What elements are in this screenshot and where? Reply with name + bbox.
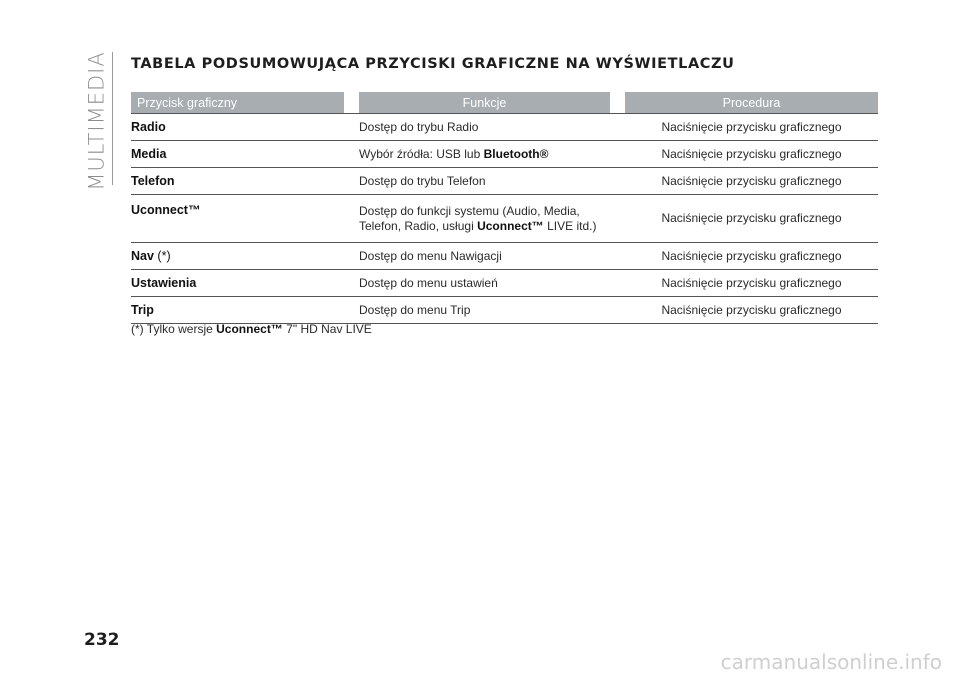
- table-row: [131, 195, 878, 243]
- row-gap: [344, 168, 359, 195]
- watermark: carmanualsonline.info: [720, 650, 942, 674]
- row-procedure: Naciśnięcie przycisku graficznego: [625, 113, 878, 141]
- row-function-line1: Dostęp do funkcji systemu (Audio, Media,: [359, 203, 580, 218]
- row-gap: [610, 297, 625, 324]
- row-gap: [610, 195, 625, 243]
- row-procedure: Naciśnięcie przycisku graficznego: [625, 195, 878, 243]
- row-function-line2-bold: Uconnect™: [477, 218, 544, 233]
- row-gap: [344, 297, 359, 324]
- table-row: [131, 243, 878, 270]
- row-gap: [610, 270, 625, 297]
- column-header-functions: Funkcje: [359, 92, 610, 113]
- row-function: Dostęp do menu Nawigacji: [359, 243, 610, 270]
- side-divider: [112, 52, 113, 185]
- page-number: 232: [84, 630, 120, 650]
- header-gap: [610, 92, 625, 113]
- footnote-bold: Uconnect™: [216, 322, 283, 336]
- table-row: [131, 270, 878, 297]
- row-function: [359, 141, 610, 168]
- footnote-post: 7" HD Nav LIVE: [286, 322, 372, 336]
- header-gap: [344, 92, 359, 113]
- row-button-label: Nav: [131, 248, 154, 263]
- row-button-name: Trip: [131, 297, 344, 324]
- row-procedure: Naciśnięcie przycisku graficznego: [625, 141, 878, 168]
- row-gap: [610, 141, 625, 168]
- summary-table: [131, 92, 878, 324]
- row-gap: [344, 270, 359, 297]
- row-button-name: Radio: [131, 113, 344, 141]
- row-button-name: Telefon: [131, 168, 344, 195]
- table-row: [131, 141, 878, 168]
- row-procedure: Naciśnięcie przycisku graficznego: [625, 270, 878, 297]
- row-gap: [610, 243, 625, 270]
- section-side-label: [84, 51, 110, 191]
- row-function-line2-post: LIVE itd.): [547, 218, 597, 233]
- column-header-procedure: Procedura: [625, 92, 878, 113]
- row-function: Dostęp do menu ustawień: [359, 270, 610, 297]
- row-button-note: (*): [157, 248, 171, 263]
- table-header-row: [131, 92, 878, 113]
- section-side-label-text: MULTIMEDIA: [85, 51, 109, 191]
- row-button-name: Uconnect™: [131, 195, 344, 243]
- row-function: [359, 195, 610, 243]
- row-function: Dostęp do menu Trip: [359, 297, 610, 324]
- row-procedure: Naciśnięcie przycisku graficznego: [625, 168, 878, 195]
- row-gap: [344, 141, 359, 168]
- row-function: Dostęp do trybu Radio: [359, 113, 610, 141]
- page-title: TABELA PODSUMOWUJĄCA PRZYCISKI GRAFICZNE NA WYŚWIETLACZU: [131, 56, 735, 72]
- row-function-text: Wybór źródła: USB lub: [359, 146, 481, 161]
- row-function-line2-pre: Telefon, Radio, usługi: [359, 218, 474, 233]
- row-gap: [610, 168, 625, 195]
- footnote: [131, 322, 372, 336]
- row-procedure: Naciśnięcie przycisku graficznego: [625, 243, 878, 270]
- table-row: [131, 113, 878, 141]
- column-header-button: Przycisk graficzny: [131, 92, 344, 113]
- row-button-name: Media: [131, 141, 344, 168]
- row-button-name: Ustawienia: [131, 270, 344, 297]
- row-function: Dostęp do trybu Telefon: [359, 168, 610, 195]
- row-gap: [610, 113, 625, 141]
- table-row: [131, 168, 878, 195]
- table-row: [131, 297, 878, 324]
- row-gap: [344, 113, 359, 141]
- row-function-bold: Bluetooth®: [483, 146, 549, 161]
- row-button-name: [131, 243, 344, 270]
- row-procedure: Naciśnięcie przycisku graficznego: [625, 297, 878, 324]
- row-gap: [344, 243, 359, 270]
- footnote-text: (*) Tylko wersje: [131, 322, 213, 336]
- row-gap: [344, 195, 359, 243]
